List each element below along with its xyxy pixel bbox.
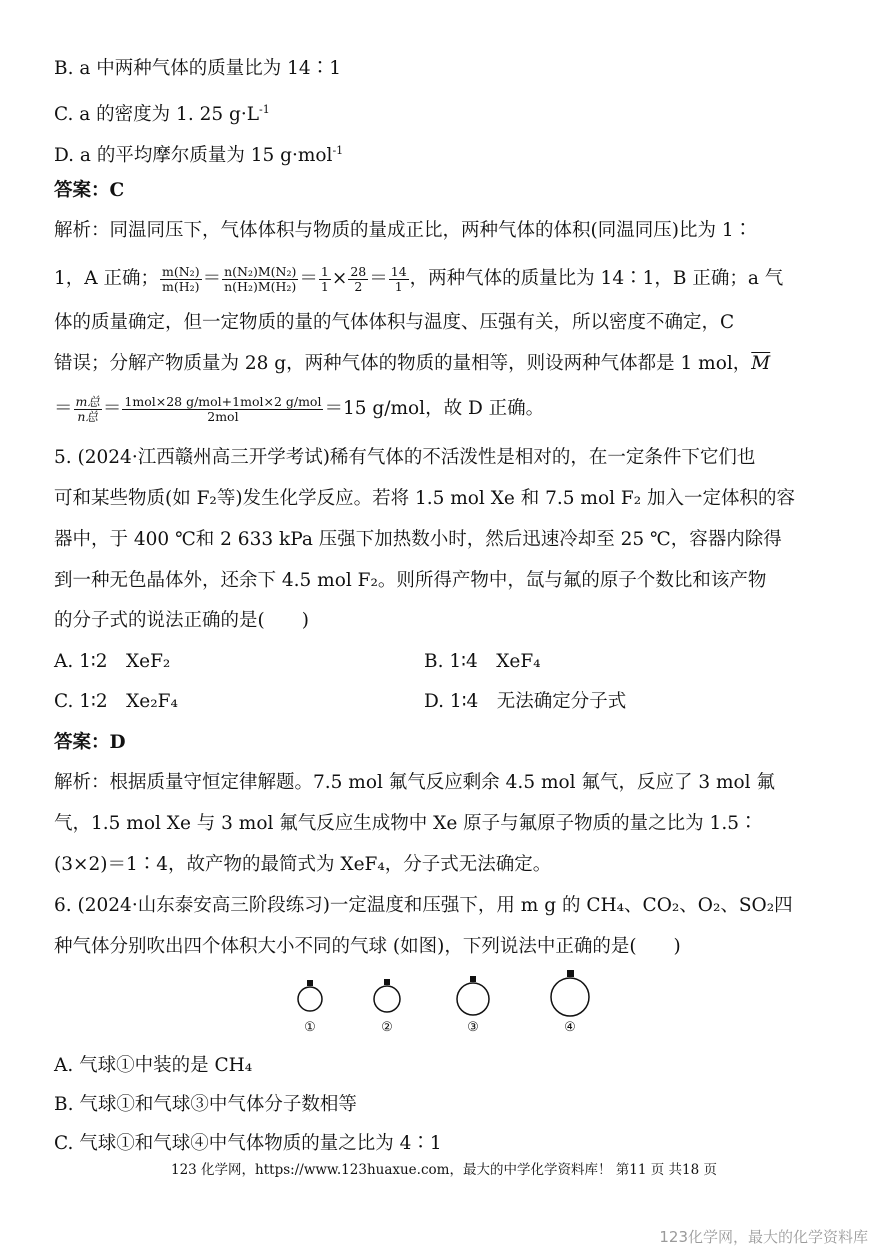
q4-analysis-l4-text: 错误；分解产物质量为 28 g，两种气体的物质的量相等，则设两种气体都是 1 mol，: [54, 353, 752, 374]
q4-option-d-text: D. a 的平均摩尔质量为 15 g·mol: [54, 145, 333, 167]
fraction-denominator: m(H₂): [162, 278, 200, 294]
q4-analysis-line-3: 体的质量确定，但一定物质的量的气体体积与温度、压强有关，所以密度不确定，C: [54, 312, 735, 333]
fraction-m-over-n-total: [74, 395, 102, 424]
balloon-4: [551, 970, 589, 1016]
fraction-14-over-1: [389, 265, 409, 294]
mean-molar-mass-symbol: $\overline{M}$: [751, 353, 771, 374]
fraction-denominator: n总: [77, 408, 98, 424]
q6-stem-line-2: 种气体分别吹出四个体积大小不同的气球 (如图)，下列说法中正确的是( ): [54, 936, 681, 957]
q4-option-c: [54, 97, 834, 128]
q4-option-d: [54, 138, 834, 169]
balloon-label-1: ①: [304, 1020, 316, 1035]
balloon-label-4: ④: [564, 1020, 576, 1035]
fraction-numerator: m总: [75, 393, 100, 409]
q5-analysis-line-2: 气，1.5 mol Xe 与 3 mol 氟气反应生成物中 Xe 原子与氟原子物质的量之比为 1.5∶: [54, 813, 758, 834]
equals-sign: ＝: [102, 398, 122, 419]
times-sign: ×: [331, 268, 348, 289]
q4-option-c-sup: -1: [259, 103, 270, 116]
page-footer: 123 化学网，https://www.123huaxue.com，最大的中学化学资料库！ 第11 页 共18 页: [171, 1162, 717, 1178]
fraction-denominator: 2: [354, 278, 363, 294]
fraction-numerator: 28: [350, 263, 367, 279]
q4-analysis-l2-pre: 1，A 正确；: [54, 268, 160, 289]
q5-analysis-line-1: 解析：根据质量守恒定律解题。7.5 mol 氟气反应剩余 4.5 mol 氟气，反应了 3 mol 氟: [54, 772, 775, 793]
q6-option-b: B. 气球①和气球③中气体分子数相等: [54, 1094, 357, 1115]
equals-sign: ＝: [299, 268, 318, 289]
fraction-28-over-2: [348, 265, 368, 294]
q5-option-a: A. 1∶2 XeF₂: [54, 651, 171, 672]
fraction-numerator: 1: [320, 263, 329, 279]
q4-option-b: B. a 中两种气体的质量比为 14∶1: [54, 58, 341, 79]
q4-option-d-sup: -1: [332, 144, 344, 157]
fraction-numerator: n(N₂)M(N₂): [224, 263, 297, 279]
q4-analysis-line-1: 解析：同温同压下，气体体积与物质的量成正比，两种气体的体积(同温同压)比为 1∶: [54, 220, 753, 241]
equals-sign: ＝: [54, 398, 73, 419]
fraction-numerator: 1mol×28 g/mol+1mol×2 g/mol: [124, 393, 322, 409]
balloon-3: [457, 976, 489, 1015]
balloon-figure: [280, 968, 610, 1018]
balloon-label-2: ②: [381, 1020, 393, 1035]
q4-analysis-line-4: [54, 351, 834, 377]
fraction-denominator: 2mol: [207, 408, 239, 424]
q5-stem-line-3: 器中，于 400 ℃和 2 633 kPa 压强下加热数小时，然后迅速冷却至 25 ℃，容器内除得: [54, 529, 782, 550]
q4-analysis-l5-post: ＝15 g/mol，故 D 正确。: [324, 398, 545, 419]
q6-option-c: C. 气球①和气球④中气体物质的量之比为 4∶1: [54, 1133, 442, 1154]
q4-option-c-text: C. a 的密度为 1. 25 g·L: [54, 104, 260, 126]
watermark: 123化学网，最大的化学资料库: [659, 1228, 868, 1246]
q5-analysis-line-3: (3×2)＝1∶4，故产物的最简式为 XeF₄，分子式无法确定。: [54, 854, 552, 875]
balloon-1: [298, 980, 322, 1011]
balloon-label-3: ③: [467, 1020, 479, 1035]
q5-option-c: C. 1∶2 Xe₂F₄: [54, 691, 178, 712]
equals-sign: ＝: [202, 268, 222, 289]
q4-analysis-line-2: [54, 262, 834, 296]
fraction-numerator: 14: [390, 263, 407, 279]
q5-stem-line-5: 的分子式的说法正确的是( ): [54, 610, 309, 631]
q4-answer: 答案：C: [54, 180, 125, 201]
fraction-one-over-one: [319, 265, 331, 294]
fraction-numerator: m(N₂): [162, 263, 200, 279]
equals-sign: ＝: [369, 268, 388, 289]
q5-stem-line-2: 可和某些物质(如 F₂等)发生化学反应。若将 1.5 mol Xe 和 7.5 mol F₂ 加入一定体积的容: [54, 488, 796, 509]
q4-analysis-l2-post: ，两种气体的质量比为 14∶1，B 正确；a 气: [409, 268, 784, 289]
q5-option-b: B. 1∶4 XeF₄: [424, 651, 541, 672]
fraction-mass-ratio: [160, 265, 202, 294]
fraction-denominator: n(H₂)M(H₂): [224, 278, 297, 294]
fraction-denominator: 1: [394, 278, 403, 294]
fraction-molar-mass-calc: [122, 395, 323, 424]
q5-stem-line-1: 5. (2024·江西赣州高三开学考试)稀有气体的不活泼性是相对的，在一定条件下它们也: [54, 447, 756, 468]
fraction-nm-ratio: [222, 265, 298, 294]
q5-answer: 答案：D: [54, 732, 126, 753]
q6-option-a: A. 气球①中装的是 CH₄: [54, 1055, 253, 1076]
fraction-denominator: 1: [320, 278, 329, 294]
q5-option-d: D. 1∶4 无法确定分子式: [424, 691, 627, 712]
q6-stem-line-1: 6. (2024·山东泰安高三阶段练习)一定温度和压强下，用 m g 的 CH₄、CO₂、O₂、SO₂四: [54, 895, 793, 916]
q5-stem-line-4: 到一种无色晶体外，还余下 4.5 mol F₂。则所得产物中，氙与氟的原子个数比和该产物: [54, 570, 767, 591]
q4-analysis-line-5: [54, 392, 834, 426]
balloon-2: [374, 979, 400, 1012]
